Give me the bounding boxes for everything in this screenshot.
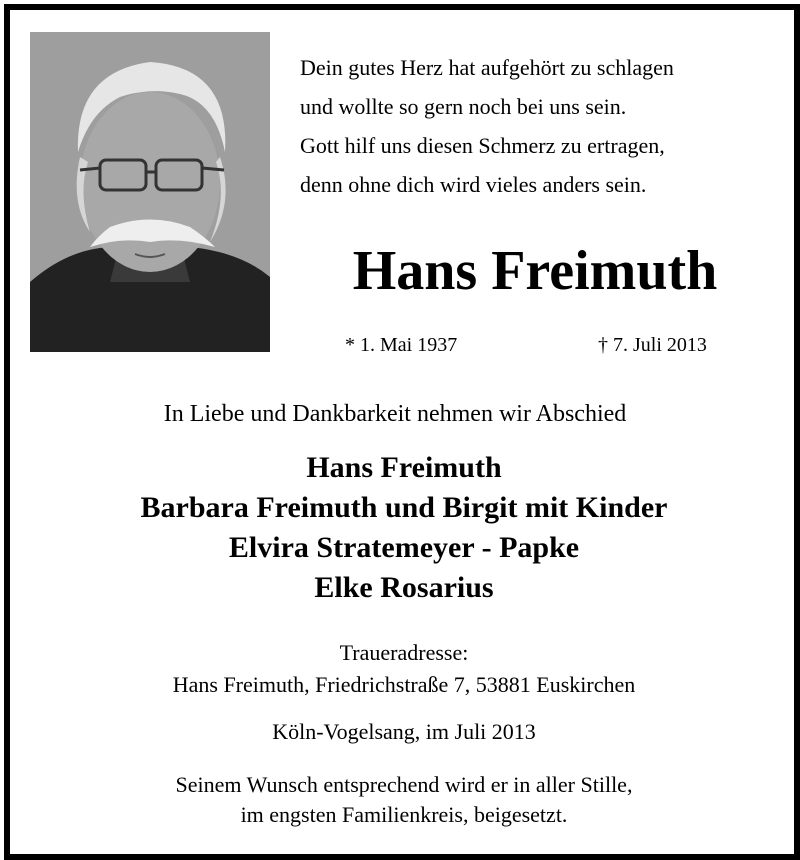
place-date: Köln-Vogelsang, im Juli 2013 (272, 719, 536, 744)
birth-date: * 1. Mai 1937 (345, 334, 458, 356)
farewell-line: In Liebe und Dankbarkeit nehmen wir Abschied (163, 401, 627, 427)
poem-line: Dein gutes Herz hat aufgehört zu schlagen (300, 55, 674, 80)
deceased-name: Hans Freimuth (352, 240, 718, 302)
mourner-name: Elvira Stratemeyer - Papke (228, 531, 580, 564)
poem-line: denn ohne dich wird vieles anders sein. (300, 172, 647, 197)
portrait-photo (30, 32, 270, 352)
mourner-name: Elke Rosarius (314, 571, 494, 604)
mourning-address (10, 637, 798, 701)
address-label: Traueradresse: (339, 640, 469, 665)
notice-border (4, 4, 800, 860)
mourner-name: Hans Freimuth (306, 451, 502, 484)
poem-line: Gott hilf uns diesen Schmerz zu ertragen, (300, 133, 665, 158)
portrait-photo-icon (30, 32, 270, 352)
death-date: † 7. Juli 2013 (598, 334, 707, 356)
poem-line: und wollte so gern noch bei uns sein. (300, 94, 627, 119)
mourners-list (10, 448, 798, 608)
poem (300, 48, 780, 204)
closing-line: Seinem Wunsch entsprechend wird er in aller Stille, (175, 772, 633, 797)
mourner-name: Barbara Freimuth und Birgit mit Kinder (140, 491, 668, 524)
closing-note (10, 770, 798, 830)
closing-line: im engsten Familienkreis, beigesetzt. (240, 802, 568, 827)
address-line: Hans Freimuth, Friedrichstraße 7, 53881 Euskirchen (172, 672, 636, 697)
